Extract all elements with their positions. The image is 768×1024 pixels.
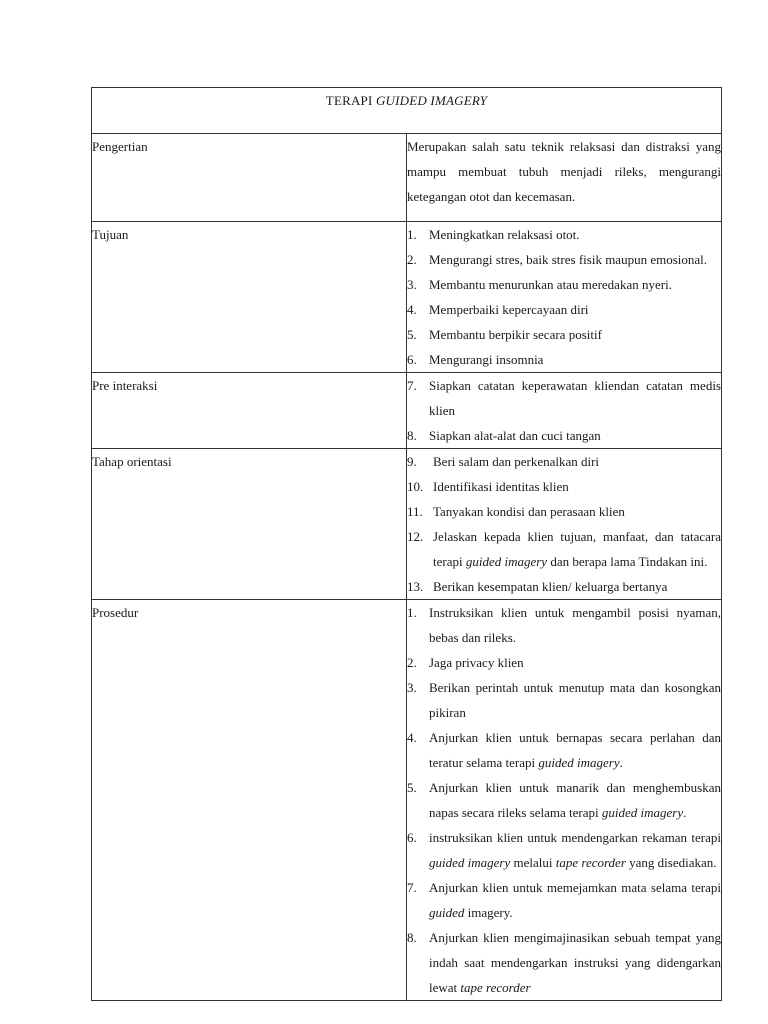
item-number: 5.: [407, 780, 417, 795]
list-item: [407, 524, 721, 574]
row-prosedur: [92, 600, 722, 1001]
label-tahap-orientasi: Tahap orientasi: [92, 449, 407, 600]
item-text: [429, 875, 721, 925]
item-text-part: .: [683, 805, 687, 820]
list-item: [407, 449, 721, 474]
list-item: [407, 600, 721, 650]
item-number: 9.: [407, 454, 417, 469]
list-item: [407, 499, 721, 524]
item-number: 6.: [407, 352, 417, 367]
item-text: Mengurangi insomnia: [429, 352, 544, 367]
list-item: [407, 825, 721, 875]
pre-interaksi-list: [407, 373, 721, 448]
title-row: [92, 88, 722, 134]
table-title: [92, 88, 722, 134]
item-text-italic: guided imagery: [601, 805, 684, 820]
item-text-part: Anjurkan klien untuk bernapas secara perlahan dan teratur selama terapi: [429, 730, 721, 770]
item-text-italic: guided imagery: [429, 855, 511, 870]
label-tujuan: Tujuan: [92, 222, 407, 373]
item-text: Jaga privacy klien: [429, 655, 524, 670]
row-pre-interaksi: [92, 373, 722, 449]
item-text: Memperbaiki kepercayaan diri: [429, 302, 589, 317]
item-number: 11.: [407, 504, 423, 519]
item-text: Membantu menurunkan atau meredakan nyeri.: [429, 277, 672, 292]
list-item: [407, 247, 721, 272]
item-text: Identifikasi identitas klien: [433, 479, 569, 494]
item-number: 1.: [407, 227, 417, 242]
item-number: 6.: [407, 830, 417, 845]
prosedur-list: [407, 600, 721, 1000]
row-tahap-orientasi: [92, 449, 722, 600]
list-item: [407, 775, 721, 825]
pengertian-text: Merupakan salah satu teknik relaksasi dan distraksi yang mampu membuat tubuh menjadi rileks, mengurangi ketegangan otot dan kecemasan.: [407, 139, 721, 204]
list-item: [407, 222, 721, 247]
title-prefix: TERAPI: [325, 93, 376, 108]
item-text: [433, 524, 721, 574]
tujuan-list: [407, 222, 721, 372]
content-pengertian: [407, 134, 722, 222]
item-text-italic: tape recorder: [460, 980, 531, 995]
item-text: Tanyakan kondisi dan perasaan klien: [433, 504, 625, 519]
item-text-part: Anjurkan klien untuk manarik dan menghembuskan napas secara rileks selama terapi: [429, 780, 721, 820]
item-number: 2.: [407, 655, 417, 670]
item-text-part: dan berapa lama Tindakan ini.: [547, 554, 708, 569]
item-text: Instruksikan klien untuk mengambil posisi nyaman, bebas dan rileks.: [429, 605, 721, 645]
item-text: Mengurangi stres, baik stres fisik maupun emosional.: [429, 252, 708, 267]
item-number: 1.: [407, 605, 417, 620]
item-text: [429, 775, 721, 825]
item-text-part: yang disediakan.: [625, 855, 717, 870]
item-text-part: Anjurkan klien untuk memejamkan mata selama terapi: [429, 880, 721, 895]
item-number: 7.: [407, 378, 417, 393]
list-item: [407, 272, 721, 297]
item-number: 2.: [407, 252, 417, 267]
title-italic: GUIDED IMAGERY: [375, 93, 488, 108]
item-text-part: Jelaskan kepada klien tujuan, manfaat, dan tatacara terapi: [433, 529, 721, 569]
item-text-part: Anjurkan klien mengimajinasikan sebuah tempat yang indah saat mendengarkan instruksi yang didengarkan lewat: [429, 930, 721, 995]
content-tujuan: [407, 222, 722, 373]
row-pengertian: [92, 134, 722, 222]
item-text-part: imagery.: [464, 905, 513, 920]
item-number: 3.: [407, 680, 417, 695]
item-number: 5.: [407, 327, 417, 342]
list-item: [407, 925, 721, 1000]
orientasi-list: [407, 449, 721, 599]
item-text: [429, 825, 721, 875]
item-number: 10.: [407, 479, 424, 494]
list-item: [407, 322, 721, 347]
list-item: [407, 474, 721, 499]
item-text: Meningkatkan relaksasi otot.: [429, 227, 580, 242]
item-text-italic: guided imagery: [538, 755, 620, 770]
item-text: Siapkan alat-alat dan cuci tangan: [429, 428, 601, 443]
item-text-italic: guided: [429, 905, 465, 920]
list-item: [407, 297, 721, 322]
item-text-italic: guided imagery: [465, 554, 548, 569]
item-text-part: .: [619, 755, 623, 770]
item-number: 8.: [407, 428, 417, 443]
item-number: 12.: [407, 529, 424, 544]
item-number: 13.: [407, 579, 424, 594]
item-number: 7.: [407, 880, 417, 895]
list-item: [407, 347, 721, 372]
list-item: [407, 725, 721, 775]
item-text-part: melalui: [510, 855, 556, 870]
item-text: Berikan kesempatan klien/ keluarga bertanya: [433, 579, 668, 594]
item-text-italic: tape recorder: [555, 855, 626, 870]
item-text: Beri salam dan perkenalkan diri: [433, 454, 600, 469]
sop-table: [91, 87, 722, 1001]
item-number: 3.: [407, 277, 417, 292]
item-text-part: instruksikan klien untuk mendengarkan rekaman terapi: [429, 830, 721, 845]
item-text: Berikan perintah untuk menutup mata dan kosongkan pikiran: [429, 680, 721, 720]
item-number: 8.: [407, 930, 417, 945]
list-item: [407, 574, 721, 599]
item-text: Siapkan catatan keperawatan kliendan catatan medis klien: [429, 378, 721, 418]
content-tahap-orientasi: [407, 449, 722, 600]
label-pengertian: Pengertian: [92, 134, 407, 222]
list-item: [407, 650, 721, 675]
item-number: 4.: [407, 730, 417, 745]
item-text: [429, 925, 721, 1000]
label-pre-interaksi: Pre interaksi: [92, 373, 407, 449]
item-text: Membantu berpikir secara positif: [429, 327, 602, 342]
list-item: [407, 373, 721, 423]
label-prosedur: Prosedur: [92, 600, 407, 1001]
list-item: [407, 675, 721, 725]
content-prosedur: [407, 600, 722, 1001]
item-number: 4.: [407, 302, 417, 317]
row-tujuan: [92, 222, 722, 373]
content-pre-interaksi: [407, 373, 722, 449]
list-item: [407, 423, 721, 448]
list-item: [407, 875, 721, 925]
item-text: [429, 725, 721, 775]
